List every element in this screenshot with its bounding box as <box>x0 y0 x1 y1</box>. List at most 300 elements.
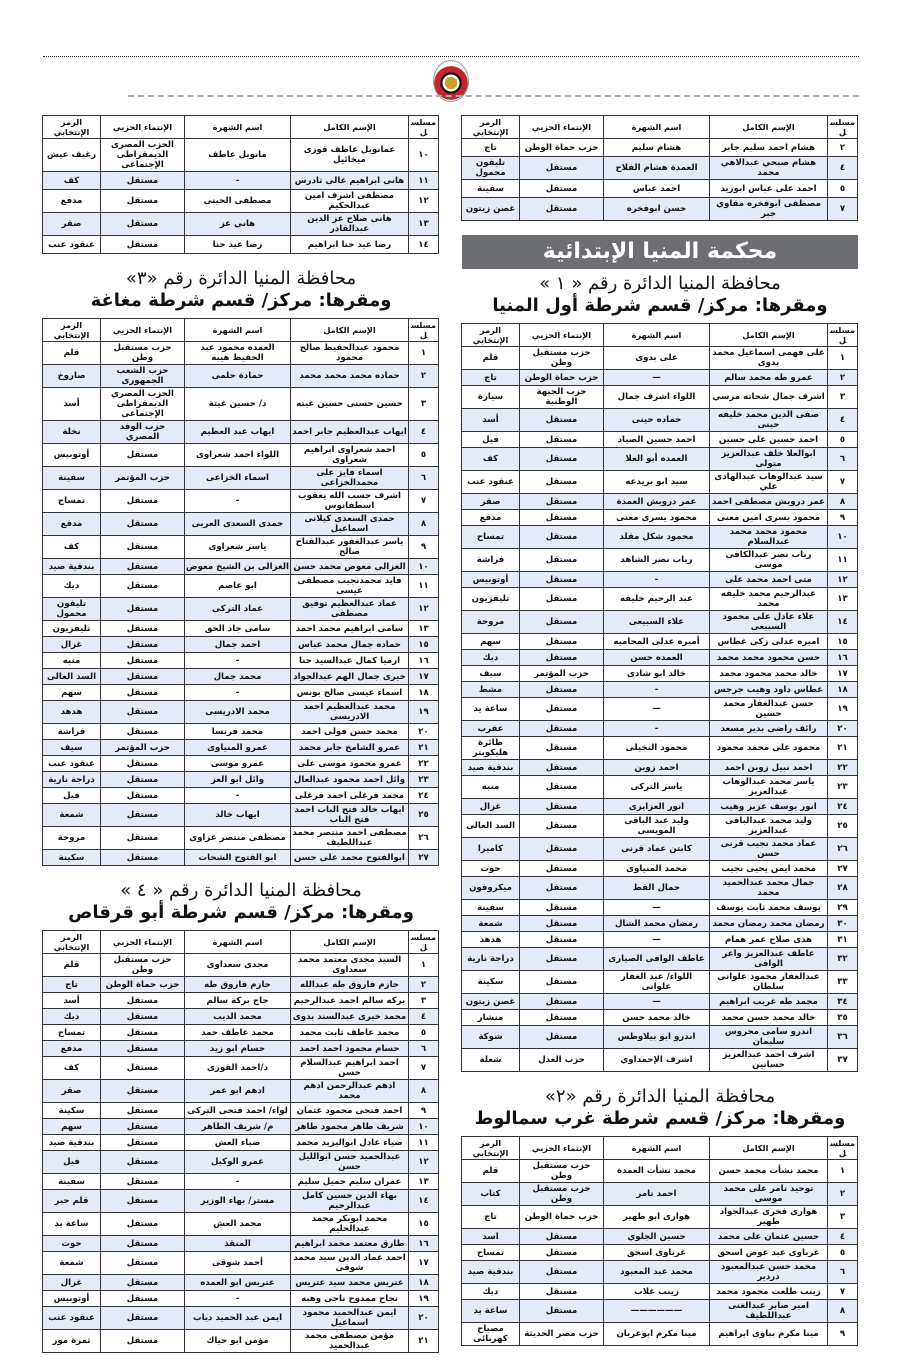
cell-serial: ١ <box>828 347 858 370</box>
table-row <box>462 432 858 448</box>
cell-party: مستقل <box>101 559 185 575</box>
cell-party: مستقل <box>520 471 604 494</box>
table-row <box>43 513 439 536</box>
cell-full-name: اشرف جمال شحاته مرسي <box>710 386 828 409</box>
cell-full-name: ايهاب خالد فتح الباب احمد فتح الباب <box>291 804 409 827</box>
cell-full-name: عمران سليم جميل سليم <box>291 1174 409 1190</box>
cell-party: مستقل <box>101 850 185 866</box>
cell-nickname: عمرو الوكيل <box>185 1151 291 1174</box>
cell-full-name: محمد حسن فولى احمد <box>291 724 409 740</box>
column-header-full-name: الإسم الكامل <box>291 931 409 954</box>
court-banner: محكمة المنيا الإبتدائية <box>462 235 858 269</box>
cell-electoral-symbol: مدفع <box>43 1041 101 1057</box>
cell-party: مستقل <box>101 1057 185 1080</box>
cell-electoral-symbol: مدفع <box>43 190 101 213</box>
cell-serial: ١٨ <box>409 685 439 701</box>
table-row <box>462 370 858 386</box>
cell-party: مستقل <box>520 611 604 634</box>
table-row <box>43 421 439 444</box>
table-row <box>462 760 858 776</box>
cell-serial: ٢ <box>409 365 439 388</box>
cell-party: مستقل <box>101 575 185 598</box>
cell-party: مستقل <box>520 877 604 900</box>
cell-serial: ٢٠ <box>409 724 439 740</box>
cell-electoral-symbol: تمساح <box>462 1245 520 1261</box>
cell-serial: ٩ <box>409 1103 439 1119</box>
table-row <box>43 1330 439 1353</box>
cell-party: مستقل <box>101 1151 185 1174</box>
cell-nickname: - <box>185 1291 291 1307</box>
cell-nickname: اللواء اشرف جمال <box>604 386 710 409</box>
cell-party: مستقل <box>520 760 604 776</box>
column-header-party: الإنتماء الحزبي <box>101 931 185 954</box>
cell-full-name: رباب نصر عبدالكافى موسى <box>710 549 828 572</box>
cell-party: حزب مستقبل وطن <box>520 347 604 370</box>
cell-party: مستقل <box>520 198 604 221</box>
cell-party: الحزب المصري الديمقراطى الإجتماعى <box>101 388 185 421</box>
cell-serial: ١٢ <box>828 572 858 588</box>
cell-full-name: محمد نشأت محمد حسن <box>710 1160 828 1183</box>
cell-full-name: حسام محمود احمد احمد <box>291 1041 409 1057</box>
cell-nickname: احمد زوين <box>604 760 710 776</box>
cell-full-name: حسين عثمان على محمد <box>710 1229 828 1245</box>
table-row <box>43 637 439 653</box>
cell-serial: ٣٧ <box>828 1049 858 1072</box>
cell-party: مستقل <box>520 737 604 760</box>
column-header-party: الإنتماء الحزبي <box>101 319 185 342</box>
cell-serial: ٨ <box>409 513 439 536</box>
cell-electoral-symbol: ديك <box>43 1009 101 1025</box>
cell-nickname: حسن ابوفخره <box>604 198 710 221</box>
cell-party: مستقل <box>520 1010 604 1026</box>
cell-electoral-symbol: ساعة يد <box>43 1213 101 1236</box>
cell-electoral-symbol: منبه <box>43 653 101 669</box>
cell-electoral-symbol: تاج <box>462 1206 520 1229</box>
cell-nickname: محمد الادريسى <box>185 701 291 724</box>
cell-nickname: غرباوى اسحق <box>604 1245 710 1261</box>
cell-party: مستقل <box>101 1291 185 1307</box>
cell-full-name: ابوالعلا خلف عبدالعزيز متولى <box>710 448 828 471</box>
cell-party: مستقل <box>101 724 185 740</box>
cell-serial: ٣٠ <box>828 916 858 932</box>
cell-party: مستقل <box>101 172 185 190</box>
column-header-electoral-symbol: الرمز الإنتخابي <box>43 319 101 342</box>
table-row <box>43 365 439 388</box>
cell-nickname: احمد عباس <box>604 180 710 198</box>
cell-electoral-symbol: مدفع <box>462 510 520 526</box>
cell-full-name: صفى الدين محمد خليفه حينى <box>710 409 828 432</box>
cell-serial: ١٨ <box>409 1275 439 1291</box>
cell-electoral-symbol: كف <box>462 448 520 471</box>
table-row <box>43 598 439 621</box>
cell-party: حزب الوفد المصري <box>101 421 185 444</box>
cell-nickname: ابو عاصم <box>185 575 291 598</box>
cell-serial: ٣٦ <box>828 1026 858 1049</box>
cell-nickname: عمرو موسى <box>185 756 291 772</box>
cell-full-name: ياسر عبدالغفور عبدالفتاح صالح <box>291 536 409 559</box>
cell-full-name: عبدالغفار محمود علوانى سلطان <box>710 971 828 994</box>
cell-nickname: احمد جمال <box>185 637 291 653</box>
cell-serial: ٣٣ <box>828 971 858 994</box>
table-row <box>462 900 858 916</box>
district-title: محافظة المنيا الدائرة رقم «٣» <box>125 268 357 289</box>
cell-serial: ٧ <box>828 1284 858 1300</box>
cell-full-name: هشام احمد سليم جابر <box>710 139 828 157</box>
cell-electoral-symbol: هدهد <box>43 701 101 724</box>
table-header <box>462 324 858 347</box>
cell-full-name: مؤمن مصطفى محمد عبدالحميد <box>291 1330 409 1353</box>
column-header-electoral-symbol: الرمز الإنتخابي <box>462 324 520 347</box>
cell-full-name: عمرو الشامخ جابر محمد <box>291 740 409 756</box>
candidates-table <box>42 930 439 1353</box>
cell-full-name: محمد عبدالعظيم احمد الادريسى <box>291 701 409 724</box>
cell-party: مستقل <box>101 701 185 724</box>
cell-electoral-symbol: السد العالى <box>43 669 101 685</box>
cell-serial: ٩ <box>828 510 858 526</box>
cell-serial: ٤ <box>828 157 858 180</box>
cell-nickname: محمد نشأت العمدة <box>604 1160 710 1183</box>
table-row <box>462 1160 858 1183</box>
cell-electoral-symbol: شمعة <box>43 1252 101 1275</box>
cell-nickname: حماده حينى <box>604 409 710 432</box>
cell-electoral-symbol: غصن زيتون <box>462 198 520 221</box>
cell-full-name: مصطفى احمد منتصر محمد عبداللطيف <box>292 828 407 848</box>
cell-serial: ١٨ <box>828 682 858 698</box>
cell-nickname: محمد المنياوى <box>604 861 710 877</box>
cell-party: مستقل <box>520 588 604 611</box>
cell-nickname: محمود شكل مقلد <box>604 526 710 549</box>
cell-electoral-symbol: سكينة <box>43 1103 101 1119</box>
table-row <box>462 877 858 900</box>
cell-electoral-symbol: فراشة <box>462 549 520 572</box>
cell-serial: ١١ <box>409 172 439 190</box>
table-row <box>462 698 858 721</box>
cell-full-name: ادهم عبدالرحمن ادهم محمد <box>291 1080 409 1103</box>
cell-serial: ١٤ <box>409 1190 439 1213</box>
table-row <box>462 1300 858 1323</box>
table-row <box>43 1190 439 1213</box>
cell-electoral-symbol: شمعة <box>462 916 520 932</box>
candidates-table <box>461 1136 858 1346</box>
cell-nickname: - <box>185 490 291 513</box>
cell-full-name: احمد ابراهيم عبدالسلام حسن <box>291 1057 409 1080</box>
cell-electoral-symbol: منبه <box>462 776 520 799</box>
cell-party: مستقل <box>520 432 604 448</box>
cell-serial: ١٩ <box>409 701 439 724</box>
table-row <box>43 1057 439 1080</box>
cell-party: مستقل <box>520 861 604 877</box>
cell-nickname: المنقذ <box>185 1236 291 1252</box>
cell-party: مستقل <box>520 971 604 994</box>
table-row <box>462 386 858 409</box>
cell-nickname: رباب نصر الشاهد <box>604 549 710 572</box>
table-row <box>43 850 439 866</box>
cell-full-name: هشام صبحي عبدالاهي محمد <box>710 157 828 180</box>
column-header-nickname: اسم الشهرة <box>185 319 291 342</box>
cell-nickname: حسام ابو زيد <box>185 1041 291 1057</box>
cell-electoral-symbol: غزال <box>462 799 520 815</box>
table-row <box>43 342 439 365</box>
cell-nickname: - <box>185 172 291 190</box>
district-seat: ومقرها: مركز/ قسم شرطة مغاغة <box>90 290 392 311</box>
cell-electoral-symbol: هدهد <box>462 932 520 948</box>
cell-electoral-symbol: أوتوبيس <box>43 444 101 467</box>
cell-full-name: عمرو محمود موسى على <box>291 756 409 772</box>
cell-full-name: غرباوى عبد عوض اسحق <box>710 1245 828 1261</box>
cell-nickname: حسين الجلوي <box>604 1229 710 1245</box>
table-header <box>43 931 439 954</box>
cell-nickname: هشام سليم <box>604 139 710 157</box>
cell-serial: ٣ <box>409 993 439 1009</box>
cell-party: مستقل <box>101 598 185 621</box>
cell-electoral-symbol: كف <box>43 172 101 190</box>
cell-electoral-symbol: طائرة هليكوبتر <box>462 737 520 760</box>
cell-electoral-symbol: ساعة يد <box>462 698 520 721</box>
cell-serial: ١٥ <box>409 637 439 653</box>
table-row <box>462 1183 858 1206</box>
cell-nickname: - <box>185 1174 291 1190</box>
cell-electoral-symbol: سفينة <box>462 900 520 916</box>
cell-party: مستقل <box>101 536 185 559</box>
candidates-table <box>42 115 439 254</box>
cell-electoral-symbol: حوت <box>462 861 520 877</box>
cell-full-name: علاء عادل على محمود السبيعى <box>710 611 828 634</box>
cell-full-name: احمد فتحى محمود عثمان <box>291 1103 409 1119</box>
cell-full-name: عمرو طه محمد سالم <box>710 370 828 386</box>
cell-party: مستقل <box>520 682 604 698</box>
cell-serial: ٨ <box>828 1300 858 1323</box>
table-row <box>43 653 439 669</box>
cell-full-name: عمانويل عاطف فوزى ميخائيل <box>291 139 409 172</box>
table-row <box>43 1119 439 1135</box>
cell-party: حزب المؤتمر <box>520 666 604 682</box>
cell-nickname: حمادة حلمى <box>185 365 291 388</box>
cell-full-name: فايد محمدنجيب مصطفى عيسى <box>291 575 409 598</box>
column-header-serial: مسلسل <box>409 319 439 342</box>
cell-electoral-symbol: تاج <box>43 977 101 993</box>
cell-serial: ١٠ <box>409 139 439 172</box>
cell-nickname: عماد التركى <box>185 598 291 621</box>
cell-electoral-symbol: عنقود عنب <box>462 471 520 494</box>
table-row <box>43 388 439 421</box>
cell-full-name: حسن محمود محمد محمد <box>710 650 828 666</box>
cell-party: مستقل <box>101 756 185 772</box>
cell-party: مستقل <box>101 444 185 467</box>
cell-nickname: زينب غلاب <box>604 1284 710 1300</box>
cell-nickname: —————— <box>604 1300 710 1323</box>
cell-serial: ٥ <box>409 1025 439 1041</box>
cell-party: مستقل <box>520 698 604 721</box>
cell-serial: ٦ <box>409 1041 439 1057</box>
cell-nickname: ابو الفتوح الشحات <box>185 850 291 866</box>
cell-electoral-symbol: بندقية صيد <box>43 559 101 575</box>
cell-serial: ٢٠ <box>409 1307 439 1330</box>
column-header-serial: مسلسل <box>828 1137 858 1160</box>
table-row <box>43 1174 439 1190</box>
cell-serial: ٢٨ <box>828 877 858 900</box>
column-header-electoral-symbol: الرمز الإنتخابي <box>462 1137 520 1160</box>
cell-party: مستقل <box>101 190 185 213</box>
cell-serial: ٣ <box>828 386 858 409</box>
cell-serial: ٢٢ <box>409 756 439 772</box>
cell-electoral-symbol: أسد <box>43 993 101 1009</box>
cell-serial: ٢٤ <box>828 799 858 815</box>
cell-nickname: حازم فاروق طه <box>185 977 291 993</box>
cell-serial: ١٣ <box>409 1174 439 1190</box>
cell-serial: ١٧ <box>409 669 439 685</box>
cell-full-name: بركه سالم احمد عبدالرحيم <box>291 993 409 1009</box>
cell-party: حزب حماة الوطن <box>520 139 604 157</box>
table-row <box>462 916 858 932</box>
table-row <box>462 932 858 948</box>
header-dashed-rule <box>128 95 859 97</box>
table-row <box>43 993 439 1009</box>
cell-serial: ١٢ <box>409 598 439 621</box>
cell-nickname: لواء/ احمد فتحى التركى <box>185 1103 291 1119</box>
district-title: محافظة المنيا الدائرة رقم « ٤ » <box>120 880 362 901</box>
cell-nickname: مصطفى الحينى <box>185 190 291 213</box>
cell-serial: ١٥ <box>409 1213 439 1236</box>
table-row <box>43 756 439 772</box>
cell-nickname: ضياء العش <box>185 1135 291 1151</box>
table-row <box>462 611 858 634</box>
cell-serial: ٢٦ <box>828 838 858 861</box>
cell-nickname: وائل ابو العز <box>185 772 291 788</box>
district-seat: ومقرها: مركز/ قسم شرطة أبو قرقاص <box>68 902 414 923</box>
cell-serial: ١٤ <box>828 611 858 634</box>
cell-nickname: هوارى ابو طهير <box>604 1206 710 1229</box>
cell-electoral-symbol: سيف <box>43 740 101 756</box>
cell-full-name: عاطف عبدالعزيز واعر الوافى <box>710 948 828 971</box>
table-row <box>462 1245 858 1261</box>
cell-nickname: العمده حسن <box>604 650 710 666</box>
cell-serial: ١٣ <box>409 213 439 236</box>
cell-nickname: خالد ابو شادى <box>604 666 710 682</box>
cell-party: مستقل <box>101 1330 185 1353</box>
cell-serial: ٧ <box>828 198 858 221</box>
cell-nickname: ادهم ابو عمر <box>185 1080 291 1103</box>
cell-serial: ١ <box>409 342 439 365</box>
table-row <box>43 724 439 740</box>
cell-full-name: مصطفى اشرف امين عبدالحكيم <box>291 190 409 213</box>
cell-party: مستقل <box>101 637 185 653</box>
cell-nickname: انور العزايزى <box>604 799 710 815</box>
cell-serial: ٩ <box>409 536 439 559</box>
cell-nickname: ايهاب خالد <box>185 804 291 827</box>
cell-nickname: مستر/ بهاء الوزير <box>185 1190 291 1213</box>
cell-serial: ٣٤ <box>828 994 858 1010</box>
cell-full-name: جمال محمد عبدالحميد محمد <box>710 877 828 900</box>
cell-serial: ٣٥ <box>828 1010 858 1026</box>
table-row <box>43 804 439 827</box>
cell-full-name: محمود محمد محمد عبدالسلام <box>710 526 828 549</box>
cell-serial: ٢١ <box>828 737 858 760</box>
cell-serial: ١٩ <box>409 1291 439 1307</box>
cell-serial: ١١ <box>828 549 858 572</box>
cell-serial: ٢٠ <box>828 721 858 737</box>
cell-party: مستقل <box>101 1119 185 1135</box>
cell-party: مستقل <box>101 213 185 236</box>
cell-party: مستقل <box>101 1080 185 1103</box>
cell-electoral-symbol: كاميرا <box>462 838 520 861</box>
table-row <box>462 994 858 1010</box>
column-header-serial: مسلسل <box>409 931 439 954</box>
cell-serial: ١٢ <box>409 1151 439 1174</box>
cell-electoral-symbol: منشار <box>462 1010 520 1026</box>
cell-party: مستقل <box>101 993 185 1009</box>
cell-full-name: السيد مجدى معتمد محمد سعداوى <box>291 954 409 977</box>
cell-serial: ١٧ <box>828 666 858 682</box>
cell-party: مستقل <box>101 236 185 254</box>
cell-full-name: محمود على محمد محمود <box>710 737 828 760</box>
cell-full-name: هانى ابراهيم غالى تادرس <box>291 172 409 190</box>
table-row <box>462 948 858 971</box>
cell-full-name: انور يوسف عزيز وهيب <box>710 799 828 815</box>
cell-serial: ١٦ <box>828 650 858 666</box>
cell-party: مستقل <box>101 669 185 685</box>
cell-electoral-symbol: قلم حبر <box>43 1190 101 1213</box>
cell-full-name: خيرى جمال الهم عبدالجواد <box>291 669 409 685</box>
cell-party: مستقل <box>101 1275 185 1291</box>
cell-serial: ١٧ <box>409 1252 439 1275</box>
cell-electoral-symbol: صقر <box>43 213 101 236</box>
table-row <box>43 1252 439 1275</box>
cell-serial: ١٣ <box>409 621 439 637</box>
cell-party: مستقل <box>101 653 185 669</box>
cell-serial: ٣ <box>409 388 439 421</box>
table-row <box>43 977 439 993</box>
cell-nickname: د/ حسين غيتة <box>185 388 291 421</box>
cell-party: حزب الشعب الجمهورى <box>101 365 185 388</box>
cell-serial: ١ <box>828 1160 858 1183</box>
cell-full-name: ابوالفتوح محمد على حسن <box>291 850 409 866</box>
cell-full-name: بهاء الدين حسين كامل عبدالرحيم <box>291 1190 409 1213</box>
cell-full-name: حسن عبدالغفار محمد حسين <box>710 698 828 721</box>
cell-serial: ٦ <box>828 1261 858 1284</box>
cell-serial: ٢٣ <box>409 772 439 788</box>
cell-electoral-symbol: السد العالى <box>462 815 520 838</box>
cell-full-name: وائل احمد محمود عبدالعال <box>291 772 409 788</box>
cell-party: حزب مستقبل وطن <box>520 1183 604 1206</box>
cell-electoral-symbol: تمساح <box>462 526 520 549</box>
cell-electoral-symbol: كتاب <box>462 1183 520 1206</box>
cell-electoral-symbol: شمعة <box>43 804 101 827</box>
cell-electoral-symbol: مشط <box>462 682 520 698</box>
cell-nickname: — <box>604 698 710 721</box>
cell-full-name: متى احمد محمد على <box>710 572 828 588</box>
cell-party: مستقل <box>520 180 604 198</box>
cell-electoral-symbol: أوتوبيس <box>43 1291 101 1307</box>
cell-electoral-symbol: مدفع <box>43 513 101 536</box>
cell-party: مستقل <box>520 1261 604 1284</box>
cell-electoral-symbol: دراجة نارية <box>43 772 101 788</box>
cell-nickname: محمد عبد المعبود <box>604 1261 710 1284</box>
cell-nickname: حمدى السعدى العربى <box>185 513 291 536</box>
cell-serial: ٢ <box>828 370 858 386</box>
column-header-party: الإنتماء الحزبي <box>101 116 185 139</box>
cell-full-name: محمد خيرى عبدالسند بدوى <box>291 1009 409 1025</box>
table-row <box>462 650 858 666</box>
cell-electoral-symbol: تاج <box>462 139 520 157</box>
cell-serial: ٧ <box>828 471 858 494</box>
cell-party: حزب حماة الوطن <box>101 977 185 993</box>
cell-full-name: ايمن عبدالحميد محمود اسماعيل <box>291 1307 409 1330</box>
cell-full-name: اندرو سامى محروس سليمان <box>710 1026 828 1049</box>
cell-party: مستقل <box>101 1236 185 1252</box>
cell-nickname: مصطفى منتصر غزاوى <box>185 827 291 850</box>
cell-serial: ٤ <box>828 1229 858 1245</box>
cell-nickname: اشرف الإحمداوي <box>604 1049 710 1072</box>
